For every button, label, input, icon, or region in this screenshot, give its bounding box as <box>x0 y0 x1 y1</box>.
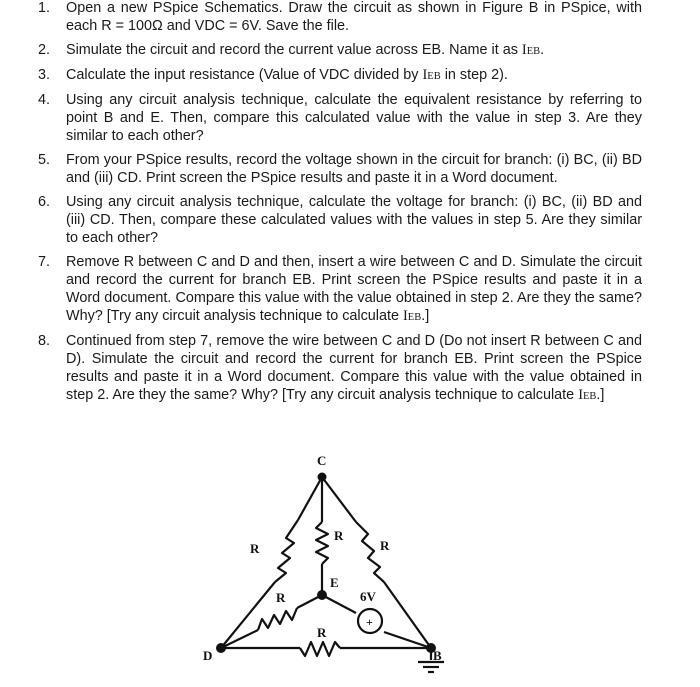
step-number: 5. <box>38 152 51 169</box>
step-text: Continued from step 7, remove the wire between C and D (Do not insert R between C and D). Simulate the circuit and record the current for branch EB. Print screen the PSpice results and paste it in a Word document. Compare this value with the value obtained in step 2. Are they the same? Why? [Try any circuit analysis technique to calculate <box>66 332 642 403</box>
step-text: Simulate the circuit and record the current value across EB. Name it as <box>66 42 522 58</box>
step-text: From your PSpice results, record the voltage shown in the circuit for branch: (i) BC, (ii) BD and (iii) CD. Print screen the PSpice results and paste it in a Word document. <box>66 152 642 186</box>
step-number: 1. <box>38 0 51 16</box>
step-text: Using any circuit analysis technique, calculate the voltage for branch: (i) BC, (ii) BD and (iii) CD. Then, compare these calculated values with the values in step 5. Are they similar to each other? <box>66 194 642 246</box>
step-number: 7. <box>38 254 51 270</box>
step-text: Using any circuit analysis technique, calculate the equivalent resistance by referring to point B and E. Then, compare this calculated value with the value in step 3. Are they similar to each other? <box>66 92 642 144</box>
step-6 <box>0 194 700 248</box>
wire-d-e <box>221 630 258 648</box>
step-number: 2. <box>38 42 51 58</box>
label-d: D <box>203 648 213 663</box>
step-number: 6. <box>38 194 51 211</box>
step-4 <box>0 92 700 146</box>
step-1 <box>0 0 700 36</box>
step-3 <box>0 67 700 86</box>
wire-c-b <box>322 477 356 522</box>
step-number: 3. <box>38 67 51 84</box>
label-r-cb: R <box>380 538 390 553</box>
source-polarity: + <box>366 615 373 629</box>
node-d <box>216 643 226 653</box>
wire-c-d-lower <box>221 582 275 648</box>
wire-c-d <box>298 477 322 520</box>
step-text: Remove R between C and D and then, insert a wire between C and D. Simulate the circuit and record the current for branch EB. Print screen the PSpice results and paste it in a Word document. Compare this value with the value obtained in step 2. Are they the same? Why? [Try any circuit analysis technique to calculate <box>66 254 642 324</box>
wire-source-b <box>384 632 431 648</box>
resistor-ce <box>316 522 328 564</box>
step-2 <box>0 42 700 61</box>
current-symbol: IEB <box>578 386 597 403</box>
resistor-de <box>258 608 297 630</box>
resistor-db <box>300 642 340 656</box>
step-number: 8. <box>38 332 51 349</box>
current-symbol: IEB <box>403 307 422 324</box>
node-c <box>318 473 327 482</box>
step-text: .] <box>596 386 605 403</box>
step-7 <box>0 254 700 327</box>
current-symbol: IEB <box>521 42 541 58</box>
circuit-figure-b <box>190 440 460 685</box>
step-number: 4. <box>38 92 51 109</box>
step-text: .] <box>421 307 430 324</box>
step-text: Open a new PSpice Schematics. Draw the circuit as shown in Figure B in PSpice, with each R = 100Ω and VDC = 6V. Save the file. <box>66 0 642 34</box>
wire-e-source <box>322 595 356 613</box>
label-r-ce: R <box>334 528 344 543</box>
step-text: in step 2). <box>440 67 508 84</box>
label-r-cd: R <box>250 541 260 556</box>
resistor-cd <box>275 520 298 582</box>
step-text: Calculate the input resistance (Value of VDC divided by <box>66 67 423 84</box>
label-c: C <box>317 453 327 468</box>
wire-c-b-lower <box>384 582 431 648</box>
label-source: 6V <box>360 589 376 604</box>
current-symbol: IEB <box>422 67 441 84</box>
step-8 <box>0 333 700 406</box>
step-5 <box>0 152 700 188</box>
node-e <box>317 590 327 600</box>
label-b: B <box>433 648 442 663</box>
label-r-de: R <box>276 590 286 605</box>
label-r-db: R <box>317 625 327 640</box>
label-e: E <box>330 575 339 590</box>
step-text: . <box>540 42 545 58</box>
